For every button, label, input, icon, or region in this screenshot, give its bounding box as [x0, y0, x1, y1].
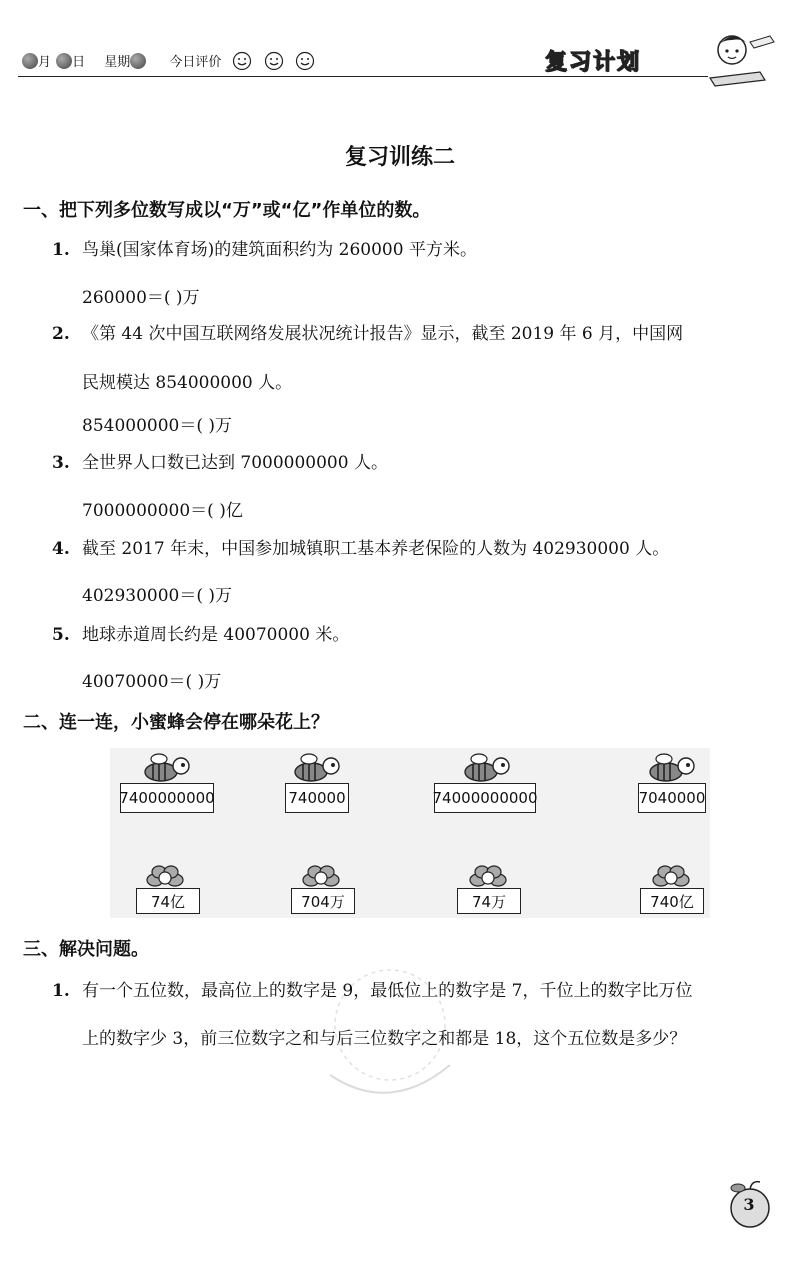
date-row: [22, 50, 315, 71]
bee-number-box[interactable]: 74000000000: [434, 783, 536, 813]
question-1-5: [52, 624, 349, 646]
bee-icon: [455, 752, 515, 784]
bee-number-box[interactable]: 7040000: [638, 783, 706, 813]
section-3-heading: 三、解决问题。: [23, 939, 149, 960]
bee-number-box[interactable]: 740000: [285, 783, 349, 813]
question-text: 《第 44 次中国互联网络发展状况统计报告》显示，截至 2019 年 6 月，中国网: [82, 324, 684, 344]
question-1-4: [52, 538, 669, 560]
page-header: [0, 0, 800, 100]
question-text: 有一个五位数，最高位上的数字是 9，最低位上的数字是 7，千位上的数字比万位: [82, 981, 693, 1001]
question-number: 4.: [52, 539, 70, 559]
question-1-3: [52, 452, 388, 474]
review-plan-badge: 复习计划: [545, 50, 642, 75]
weekday-label: 星期: [104, 55, 131, 70]
day-label: 日: [72, 55, 86, 70]
smiley-icon: [295, 51, 315, 71]
rating-label: 今日评价: [169, 55, 222, 70]
answer-line-1-3: 7000000000＝( )亿: [82, 501, 243, 521]
matching-panel: [110, 748, 710, 918]
flower-label-box[interactable]: 74万: [457, 888, 521, 914]
bee-icon: [285, 752, 345, 784]
day-circle-icon: [56, 53, 72, 69]
smiley-icon: [264, 51, 284, 71]
question-number: 5.: [52, 625, 70, 645]
answer-line-1-5: 40070000＝( )万: [82, 672, 222, 692]
question-text: 鸟巢(国家体育场)的建筑面积约为 260000 平方米。: [82, 240, 477, 260]
answer-line-1-1: 260000＝( )万: [82, 288, 200, 308]
reading-girl-icon: [690, 28, 780, 88]
flower-label-box[interactable]: 704万: [291, 888, 355, 914]
page-number: 3: [743, 1195, 755, 1214]
page-title: 复习训练二: [344, 145, 455, 170]
bee-icon: [135, 752, 195, 784]
flower-label-box[interactable]: 740亿: [640, 888, 704, 914]
flower-label-box[interactable]: 74亿: [136, 888, 200, 914]
question-number: 1.: [52, 240, 70, 260]
question-text-continued: 民规模达 854000000 人。: [82, 373, 293, 393]
header-divider: [18, 76, 708, 77]
weekday-circle-icon: [130, 53, 146, 69]
bee-icon: [640, 752, 700, 784]
section-1-heading: 一、把下列多位数写成以“万”或“亿”作单位的数。: [23, 200, 431, 221]
question-number: 3.: [52, 453, 70, 473]
month-label: 月: [38, 55, 52, 70]
answer-line-1-4: 402930000＝( )万: [82, 586, 233, 606]
month-circle-icon: [22, 53, 38, 69]
flower-icon: [466, 864, 510, 890]
flower-icon: [299, 864, 343, 890]
flower-icon: [143, 864, 187, 890]
question-number: 1.: [52, 981, 70, 1001]
watermark-seal-icon: [310, 965, 470, 1105]
question-text: 全世界人口数已达到 7000000000 人。: [82, 453, 388, 473]
flower-icon: [649, 864, 693, 890]
answer-line-1-2: 854000000＝( )万: [82, 416, 233, 436]
section-2-heading: 二、连一连，小蜜蜂会停在哪朵花上？: [23, 712, 329, 733]
smiley-icon: [232, 51, 252, 71]
question-text: 截至 2017 年末，中国参加城镇职工基本养老保险的人数为 402930000 人。: [82, 539, 670, 559]
question-text-continued: 上的数字少 3，前三位数字之和与后三位数字之和都是 18，这个五位数是多少？: [82, 1029, 687, 1049]
question-number: 2.: [52, 324, 70, 344]
bee-number-box[interactable]: 7400000000: [120, 783, 214, 813]
question-1-1: [52, 239, 477, 261]
question-1-2: [52, 323, 683, 345]
question-text: 地球赤道周长约是 40070000 米。: [82, 625, 350, 645]
